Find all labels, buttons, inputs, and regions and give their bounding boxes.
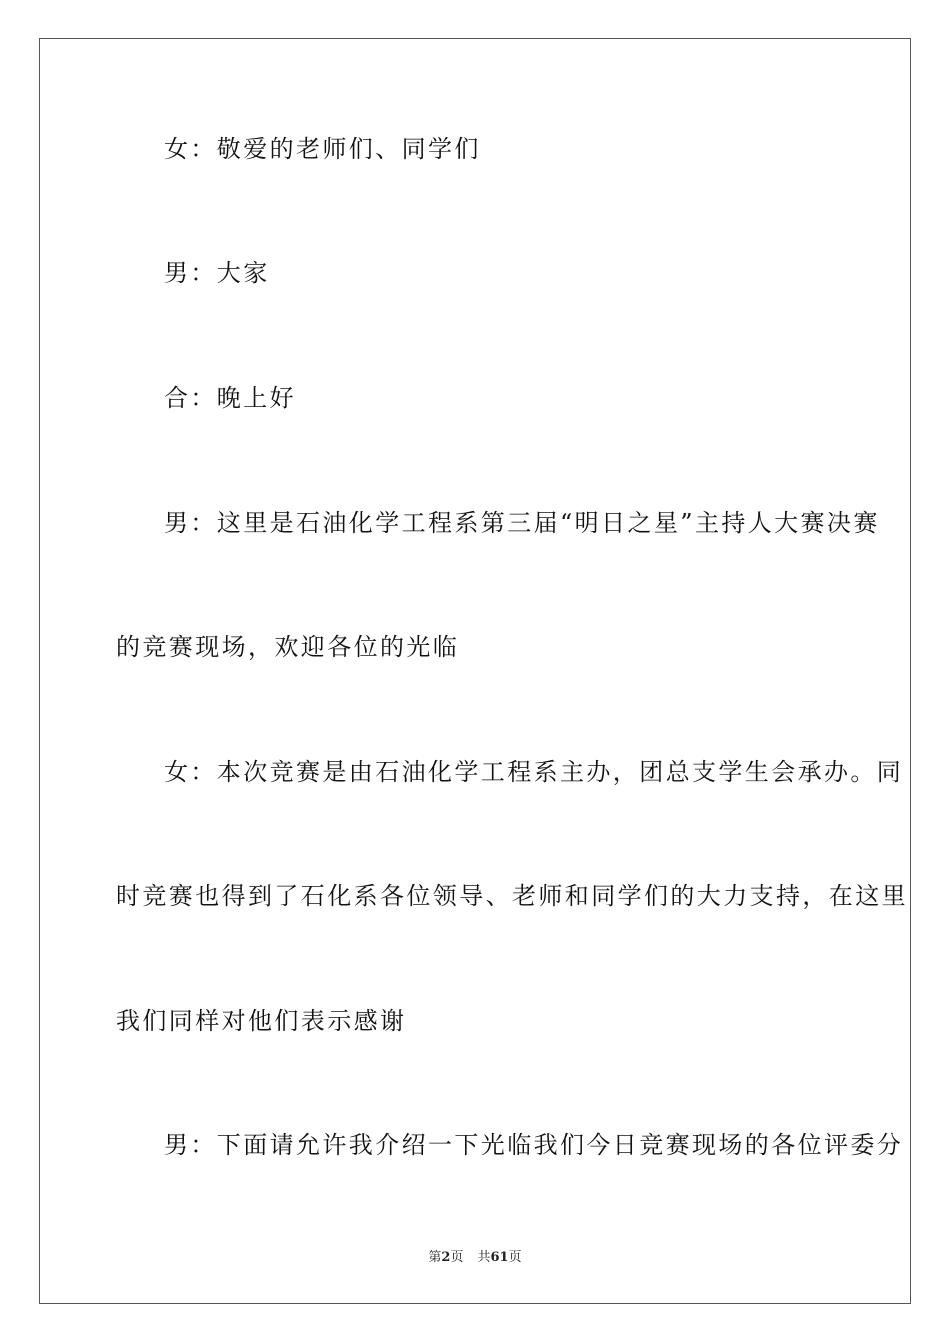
page-label-suffix: 页: [450, 1250, 464, 1265]
dialogue-line: 男：下面请允许我介绍一下光临我们今日竞赛现场的各位评委分: [164, 1131, 904, 1159]
page-number: 2: [441, 1250, 451, 1265]
dialogue-line-continuation: 的竞赛现场，欢迎各位的光临: [116, 633, 460, 661]
total-label-suffix: 页: [508, 1250, 522, 1265]
dialogue-line: 男：大家: [164, 259, 270, 287]
page-frame: [39, 38, 911, 1304]
page-label-prefix: 第: [428, 1250, 442, 1265]
dialogue-line: 男：这里是石油化学工程系第三届“明日之星”主持人大赛决赛: [164, 509, 880, 537]
dialogue-line-continuation: 我们同样对他们表示感谢: [116, 1007, 407, 1035]
total-pages: 61: [490, 1250, 509, 1265]
dialogue-line: 合：晚上好: [164, 384, 296, 412]
total-label-prefix: 共: [477, 1250, 491, 1265]
dialogue-line: 女：敬爱的老师们、同学们: [164, 135, 481, 163]
page-footer: [40, 1250, 910, 1266]
dialogue-line: 女：本次竞赛是由石油化学工程系主办，团总支学生会承办。同: [164, 758, 904, 786]
dialogue-line-continuation: 时竞赛也得到了石化系各位领导、老师和同学们的大力支持，在这里: [116, 882, 908, 910]
